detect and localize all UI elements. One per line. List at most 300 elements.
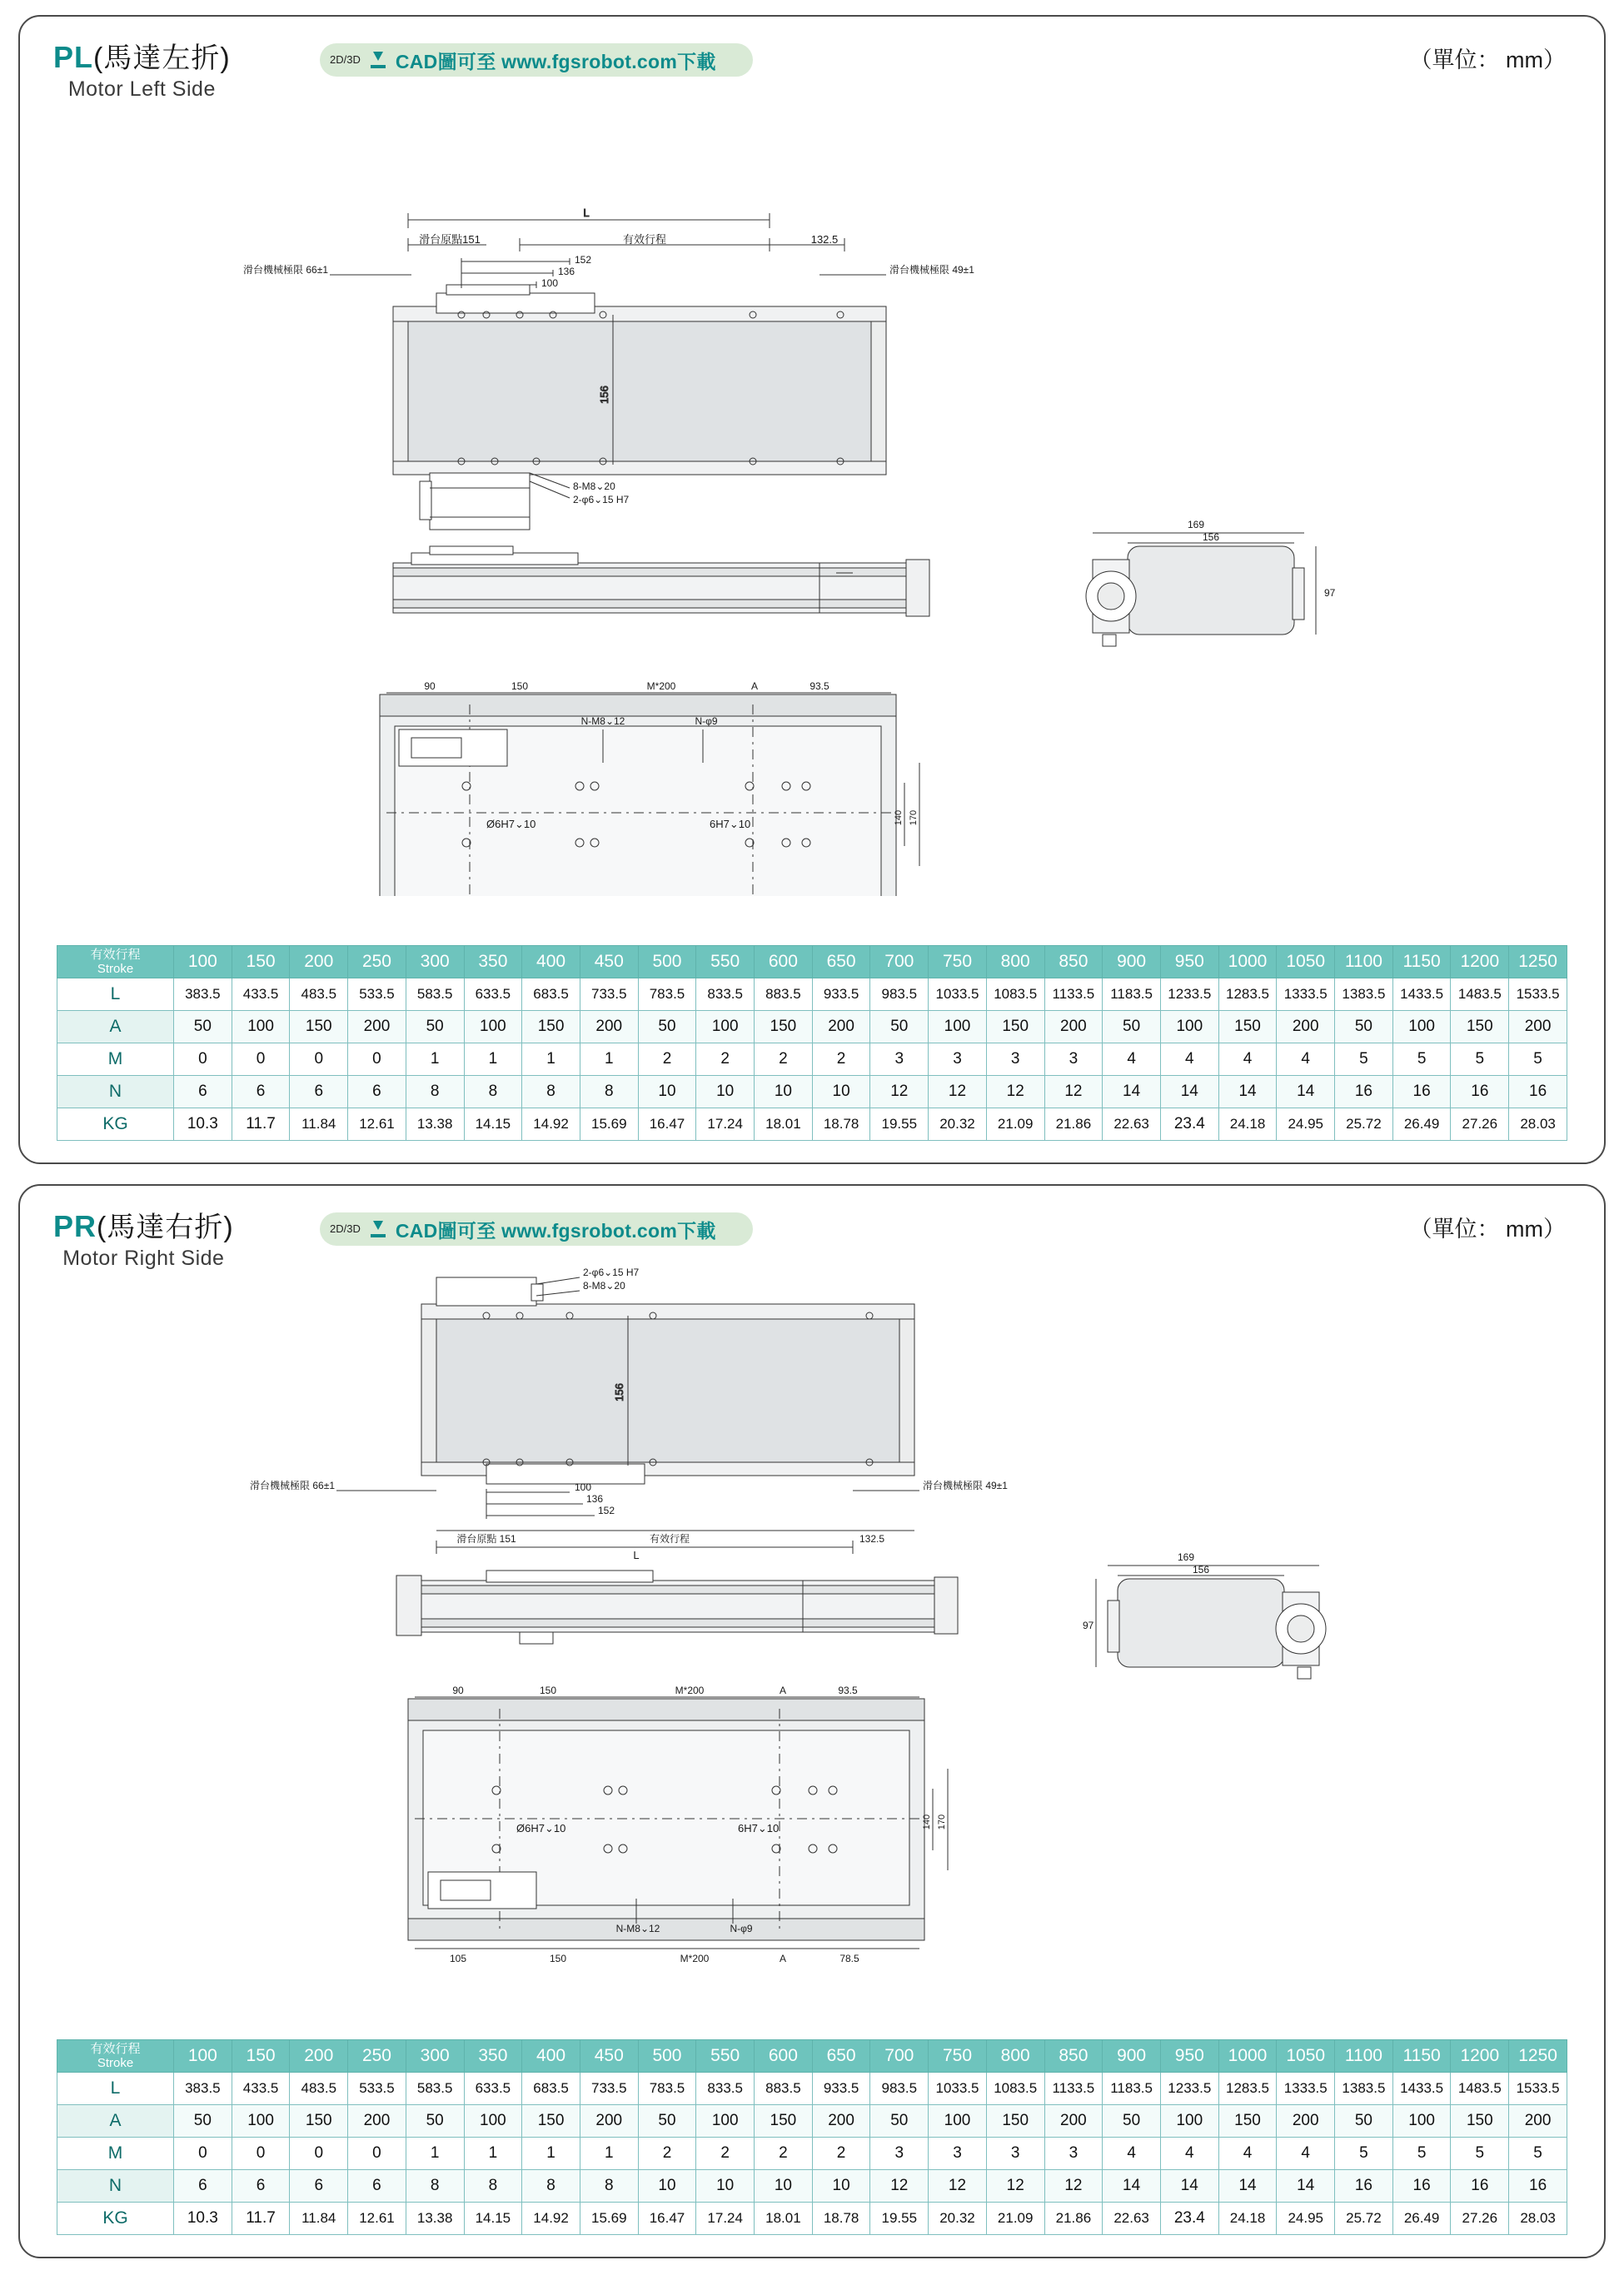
cell-a-200: 150 xyxy=(290,1011,348,1043)
cell-l-1000: 1283.5 xyxy=(1218,2073,1277,2105)
cell-n-550: 10 xyxy=(696,2170,755,2203)
cell-a-400: 150 xyxy=(522,1011,580,1043)
stroke-header-400: 400 xyxy=(522,946,580,978)
cad-2d3d-label-pl: 2D/3D xyxy=(330,53,361,67)
cell-m-850: 3 xyxy=(1044,2138,1103,2170)
cell-kg-200: 11.84 xyxy=(290,1108,348,1141)
cell-a-550: 100 xyxy=(696,2105,755,2138)
cell-a-200: 150 xyxy=(290,2105,348,2138)
cell-kg-1150: 26.49 xyxy=(1392,1108,1451,1141)
cell-l-400: 683.5 xyxy=(522,978,580,1011)
cell-a-900: 50 xyxy=(1103,1011,1161,1043)
cell-m-100: 0 xyxy=(174,1043,232,1076)
cell-m-1200: 5 xyxy=(1451,1043,1509,1076)
cell-m-900: 4 xyxy=(1103,1043,1161,1076)
cell-a-750: 100 xyxy=(929,2105,987,2138)
cell-kg-350: 14.15 xyxy=(464,2203,522,2235)
cell-kg-300: 13.38 xyxy=(406,2203,464,2235)
label-hole8-pr: 8-M8⌄20 xyxy=(583,1280,625,1292)
cell-m-800: 3 xyxy=(986,1043,1044,1076)
cell-kg-600: 18.01 xyxy=(755,1108,813,1141)
unit-note-pl: （單位： mm） xyxy=(1409,47,1566,72)
cell-a-1200: 150 xyxy=(1451,2105,1509,2138)
label-bore1-pr: Ø6H7⌄10 xyxy=(516,1822,566,1834)
cell-n-350: 8 xyxy=(464,1076,522,1108)
download-icon xyxy=(369,1220,387,1238)
cell-l-1050: 1333.5 xyxy=(1277,978,1335,1011)
cell-m-800: 3 xyxy=(986,2138,1044,2170)
cell-kg-500: 16.47 xyxy=(638,2203,696,2235)
svg-text:L: L xyxy=(583,207,590,219)
cell-l-600: 883.5 xyxy=(755,2073,813,2105)
label-bore1-pl: Ø6H7⌄10 xyxy=(486,818,536,830)
cell-n-700: 12 xyxy=(870,1076,929,1108)
label-top93-pl: 93.5 xyxy=(810,680,829,692)
stroke-header-1250: 1250 xyxy=(1509,946,1567,978)
cell-n-750: 12 xyxy=(929,1076,987,1108)
cad-link-text-pl[interactable]: CAD圖可至 www.fgsrobot.com下載 xyxy=(395,50,716,72)
cell-n-800: 12 xyxy=(986,1076,1044,1108)
cell-l-250: 533.5 xyxy=(348,978,406,1011)
cell-l-450: 733.5 xyxy=(580,2073,638,2105)
svg-text:156: 156 xyxy=(598,386,610,404)
cell-kg-450: 15.69 xyxy=(580,1108,638,1141)
svg-text:156: 156 xyxy=(613,1383,625,1401)
stroke-header-650: 650 xyxy=(812,2040,870,2073)
cell-n-500: 10 xyxy=(638,2170,696,2203)
cell-a-1050: 200 xyxy=(1277,1011,1335,1043)
label-hole8-pl: 8-M8⌄20 xyxy=(573,480,615,492)
cell-a-1100: 50 xyxy=(1335,2105,1393,2138)
label-152-pr: 152 xyxy=(598,1505,615,1516)
cell-l-700: 983.5 xyxy=(870,2073,929,2105)
table-row xyxy=(57,1108,1567,1141)
cell-a-450: 200 xyxy=(580,2105,638,2138)
download-icon xyxy=(369,51,387,69)
stroke-header-450: 450 xyxy=(580,2040,638,2073)
cell-kg-1100: 25.72 xyxy=(1335,2203,1393,2235)
label-170-pl: 170 xyxy=(909,809,919,826)
label-botM200-pr: M*200 xyxy=(680,1953,710,1964)
stroke-header-500: 500 xyxy=(638,2040,696,2073)
cell-l-300: 583.5 xyxy=(406,978,464,1011)
table-row xyxy=(57,1011,1567,1043)
cell-a-350: 100 xyxy=(464,1011,522,1043)
section-title-cn-pl xyxy=(53,35,231,76)
cell-a-1000: 150 xyxy=(1218,1011,1277,1043)
label-nm8-pl: N-M8⌄12 xyxy=(580,715,625,727)
cell-kg-700: 19.55 xyxy=(870,2203,929,2235)
cell-n-250: 6 xyxy=(348,1076,406,1108)
table-body-pr xyxy=(57,2073,1567,2235)
cell-a-1150: 100 xyxy=(1392,1011,1451,1043)
cell-kg-900: 22.63 xyxy=(1103,1108,1161,1141)
cell-l-150: 433.5 xyxy=(232,2073,290,2105)
cell-n-300: 8 xyxy=(406,2170,464,2203)
cell-m-850: 3 xyxy=(1044,1043,1103,1076)
cell-n-450: 8 xyxy=(580,1076,638,1108)
table-corner-header xyxy=(57,946,174,978)
cell-kg-1000: 24.18 xyxy=(1218,1108,1277,1141)
stroke-header-1000: 1000 xyxy=(1218,2040,1277,2073)
cell-l-400: 683.5 xyxy=(522,2073,580,2105)
label-140-pl: 140 xyxy=(894,809,904,826)
cell-l-1200: 1483.5 xyxy=(1451,2073,1509,2105)
stroke-header-300: 300 xyxy=(406,946,464,978)
cell-a-1150: 100 xyxy=(1392,2105,1451,2138)
cell-n-850: 12 xyxy=(1044,2170,1103,2203)
stroke-header-950: 950 xyxy=(1160,2040,1218,2073)
cell-l-150: 433.5 xyxy=(232,978,290,1011)
cell-kg-100: 10.3 xyxy=(174,2203,232,2235)
corner-cn: 有效行程 xyxy=(90,947,141,962)
cell-kg-500: 16.47 xyxy=(638,1108,696,1141)
cell-kg-150: 11.7 xyxy=(232,1108,290,1141)
cell-kg-600: 18.01 xyxy=(755,2203,813,2235)
cell-kg-350: 14.15 xyxy=(464,1108,522,1141)
label-botA-pr: A xyxy=(779,1953,787,1964)
table-row xyxy=(57,978,1567,1011)
label-nph9-pr: N-φ9 xyxy=(730,1923,753,1934)
cell-n-350: 8 xyxy=(464,2170,522,2203)
cell-m-700: 3 xyxy=(870,1043,929,1076)
label-136-pr: 136 xyxy=(586,1493,604,1505)
stroke-header-100: 100 xyxy=(174,946,232,978)
label-152-pl: 152 xyxy=(575,254,592,266)
cell-n-400: 8 xyxy=(522,1076,580,1108)
cell-n-1150: 16 xyxy=(1392,1076,1451,1108)
cell-n-1250: 16 xyxy=(1509,2170,1567,2203)
stroke-header-250: 250 xyxy=(348,2040,406,2073)
cad-download-badge-pr[interactable] xyxy=(320,1212,753,1246)
row-label-a: A xyxy=(57,2105,174,2138)
cell-m-1050: 4 xyxy=(1277,1043,1335,1076)
cell-m-400: 1 xyxy=(522,1043,580,1076)
cell-a-650: 200 xyxy=(812,2105,870,2138)
label-topM200-pl: M*200 xyxy=(646,680,676,692)
cell-m-200: 0 xyxy=(290,1043,348,1076)
cell-kg-850: 21.86 xyxy=(1044,2203,1103,2235)
cell-m-650: 2 xyxy=(812,1043,870,1076)
cell-l-900: 1183.5 xyxy=(1103,2073,1161,2105)
cell-a-900: 50 xyxy=(1103,2105,1161,2138)
title-block-pr xyxy=(53,1204,234,1271)
cell-l-200: 483.5 xyxy=(290,2073,348,2105)
cell-a-350: 100 xyxy=(464,2105,522,2138)
cell-a-1000: 150 xyxy=(1218,2105,1277,2138)
label-170-pr: 170 xyxy=(937,1814,947,1830)
cell-m-1200: 5 xyxy=(1451,2138,1509,2170)
section-title-en-pr: Motor Right Side xyxy=(62,1247,225,1270)
cell-m-300: 1 xyxy=(406,2138,464,2170)
stroke-header-350: 350 xyxy=(464,2040,522,2073)
label-top93-pr: 93.5 xyxy=(838,1685,858,1696)
cell-l-1000: 1283.5 xyxy=(1218,978,1277,1011)
cell-l-650: 933.5 xyxy=(812,978,870,1011)
cell-kg-150: 11.7 xyxy=(232,2203,290,2235)
cell-m-700: 3 xyxy=(870,2138,929,2170)
cell-a-950: 100 xyxy=(1160,2105,1218,2138)
cell-a-300: 50 xyxy=(406,2105,464,2138)
cell-n-100: 6 xyxy=(174,2170,232,2203)
cell-l-1100: 1383.5 xyxy=(1335,2073,1393,2105)
drawing-svg-pr xyxy=(20,1266,1606,2015)
cell-m-750: 3 xyxy=(929,1043,987,1076)
cell-n-1000: 14 xyxy=(1218,2170,1277,2203)
cad-link-text-pr[interactable]: CAD圖可至 www.fgsrobot.com下載 xyxy=(395,1219,716,1242)
stroke-header-300: 300 xyxy=(406,2040,464,2073)
cell-m-600: 2 xyxy=(755,2138,813,2170)
cell-m-100: 0 xyxy=(174,2138,232,2170)
cell-a-600: 150 xyxy=(755,2105,813,2138)
cell-l-750: 1033.5 xyxy=(929,2073,987,2105)
cell-m-1150: 5 xyxy=(1392,1043,1451,1076)
cell-m-550: 2 xyxy=(696,1043,755,1076)
cell-kg-250: 12.61 xyxy=(348,2203,406,2235)
cell-n-250: 6 xyxy=(348,2170,406,2203)
stroke-header-950: 950 xyxy=(1160,946,1218,978)
cell-kg-1250: 28.03 xyxy=(1509,2203,1567,2235)
drawing-pl xyxy=(20,97,1604,896)
cell-l-1150: 1433.5 xyxy=(1392,2073,1451,2105)
cell-m-450: 1 xyxy=(580,1043,638,1076)
label-100-pr: 100 xyxy=(575,1481,592,1493)
cell-a-1200: 150 xyxy=(1451,1011,1509,1043)
cell-l-850: 1133.5 xyxy=(1044,978,1103,1011)
row-label-n: N xyxy=(57,2170,174,2203)
cell-m-950: 4 xyxy=(1160,1043,1218,1076)
stroke-header-1050: 1050 xyxy=(1277,2040,1335,2073)
row-label-l: L xyxy=(57,2073,174,2105)
label-169-pl: 169 xyxy=(1187,519,1205,530)
cell-n-1150: 16 xyxy=(1392,2170,1451,2203)
label-top90-pl: 90 xyxy=(424,680,436,692)
cell-l-650: 933.5 xyxy=(812,2073,870,2105)
cell-m-600: 2 xyxy=(755,1043,813,1076)
label-limit-left-pl: 滑台機械極限 66±1 xyxy=(243,264,328,276)
cell-kg-400: 14.92 xyxy=(522,2203,580,2235)
cell-m-150: 0 xyxy=(232,2138,290,2170)
stroke-header-1000: 1000 xyxy=(1218,946,1277,978)
cell-n-1250: 16 xyxy=(1509,1076,1567,1108)
cell-l-1250: 1533.5 xyxy=(1509,978,1567,1011)
cell-l-100: 383.5 xyxy=(174,2073,232,2105)
cell-m-350: 1 xyxy=(464,1043,522,1076)
cell-m-550: 2 xyxy=(696,2138,755,2170)
table-row xyxy=(57,2073,1567,2105)
stroke-header-800: 800 xyxy=(986,946,1044,978)
section-title-suffix-pl: (馬達左折) xyxy=(93,42,231,74)
label-nm8-pr: N-M8⌄12 xyxy=(615,1923,660,1934)
label-origin-pl: 滑台原點151 xyxy=(419,233,481,246)
cell-kg-950: 23.4 xyxy=(1160,2203,1218,2235)
cell-a-250: 200 xyxy=(348,1011,406,1043)
stroke-header-1200: 1200 xyxy=(1451,946,1509,978)
cell-l-500: 783.5 xyxy=(638,978,696,1011)
section-title-en-pl: Motor Left Side xyxy=(67,77,216,101)
cell-m-1150: 5 xyxy=(1392,2138,1451,2170)
row-label-n: N xyxy=(57,1076,174,1108)
stroke-header-400: 400 xyxy=(522,2040,580,2073)
label-limit-right-pr: 滑台機械極限 49±1 xyxy=(923,1480,1008,1491)
section-pr xyxy=(18,1184,1606,2258)
stroke-header-1150: 1150 xyxy=(1392,946,1451,978)
section-title-suffix-pr: (馬達右折) xyxy=(97,1212,234,1243)
stroke-header-900: 900 xyxy=(1103,2040,1161,2073)
table-row xyxy=(57,1076,1567,1108)
table-row xyxy=(57,2203,1567,2235)
label-hole2-pl: 2-φ6⌄15 H7 xyxy=(573,494,630,505)
cell-l-850: 1133.5 xyxy=(1044,2073,1103,2105)
label-169-pr: 169 xyxy=(1177,1551,1195,1563)
stroke-header-900: 900 xyxy=(1103,946,1161,978)
cell-m-1100: 5 xyxy=(1335,2138,1393,2170)
cell-m-750: 3 xyxy=(929,2138,987,2170)
stroke-header-1200: 1200 xyxy=(1451,2040,1509,2073)
row-label-kg: KG xyxy=(57,1108,174,1141)
stroke-header-200: 200 xyxy=(290,2040,348,2073)
cell-n-650: 10 xyxy=(812,1076,870,1108)
cell-a-450: 200 xyxy=(580,1011,638,1043)
cell-kg-800: 21.09 xyxy=(986,1108,1044,1141)
cell-m-1000: 4 xyxy=(1218,1043,1277,1076)
cell-kg-950: 23.4 xyxy=(1160,1108,1218,1141)
corner-en: Stroke xyxy=(97,2056,134,2070)
cell-l-350: 633.5 xyxy=(464,2073,522,2105)
cell-a-950: 100 xyxy=(1160,1011,1218,1043)
label-limit-right-pl: 滑台機械極限 49±1 xyxy=(889,264,974,276)
cell-n-400: 8 xyxy=(522,2170,580,2203)
cell-n-700: 12 xyxy=(870,2170,929,2203)
stroke-header-250: 250 xyxy=(348,946,406,978)
cell-l-1100: 1383.5 xyxy=(1335,978,1393,1011)
cell-kg-550: 17.24 xyxy=(696,1108,755,1141)
label-bot105-pr: 105 xyxy=(449,1953,467,1964)
cell-kg-300: 13.38 xyxy=(406,1108,464,1141)
cell-n-1100: 16 xyxy=(1335,2170,1393,2203)
stroke-header-700: 700 xyxy=(870,946,929,978)
cell-l-350: 633.5 xyxy=(464,978,522,1011)
table-header-row xyxy=(57,2040,1567,2073)
label-topA-pr: A xyxy=(779,1685,787,1696)
stroke-header-800: 800 xyxy=(986,2040,1044,2073)
cell-l-750: 1033.5 xyxy=(929,978,987,1011)
stroke-header-450: 450 xyxy=(580,946,638,978)
label-bot78-pr: 78.5 xyxy=(839,1953,859,1964)
cell-n-1050: 14 xyxy=(1277,2170,1335,2203)
label-97-pl: 97 xyxy=(1324,587,1336,599)
cell-m-1050: 4 xyxy=(1277,2138,1335,2170)
label-end-pr: 132.5 xyxy=(859,1533,885,1545)
cell-n-1100: 16 xyxy=(1335,1076,1393,1108)
cell-n-900: 14 xyxy=(1103,2170,1161,2203)
stroke-header-550: 550 xyxy=(696,946,755,978)
cell-n-450: 8 xyxy=(580,2170,638,2203)
row-label-m: M xyxy=(57,1043,174,1076)
cell-n-750: 12 xyxy=(929,2170,987,2203)
cell-l-900: 1183.5 xyxy=(1103,978,1161,1011)
label-end-pl: 132.5 xyxy=(810,233,839,246)
unit-note-pr: （單位： mm） xyxy=(1409,1217,1566,1242)
section-title-cn-pr xyxy=(53,1204,234,1245)
cell-kg-1150: 26.49 xyxy=(1392,2203,1451,2235)
label-stroke-pl: 有效行程 xyxy=(622,233,667,246)
cell-kg-100: 10.3 xyxy=(174,1108,232,1141)
cell-a-500: 50 xyxy=(638,1011,696,1043)
cell-l-1250: 1533.5 xyxy=(1509,2073,1567,2105)
cell-n-1050: 14 xyxy=(1277,1076,1335,1108)
cell-m-400: 1 xyxy=(522,2138,580,2170)
cell-a-150: 100 xyxy=(232,2105,290,2138)
stroke-header-150: 150 xyxy=(232,946,290,978)
cell-n-150: 6 xyxy=(232,1076,290,1108)
cell-a-800: 150 xyxy=(986,1011,1044,1043)
cad-download-badge-pl[interactable] xyxy=(320,43,753,77)
cell-l-700: 983.5 xyxy=(870,978,929,1011)
cell-kg-1100: 25.72 xyxy=(1335,1108,1393,1141)
label-bore2-pr: 6H7⌄10 xyxy=(738,1822,780,1834)
cell-a-850: 200 xyxy=(1044,2105,1103,2138)
table-corner-header xyxy=(57,2040,174,2073)
cell-kg-1200: 27.26 xyxy=(1451,1108,1509,1141)
cell-m-300: 1 xyxy=(406,1043,464,1076)
cell-kg-550: 17.24 xyxy=(696,2203,755,2235)
cell-a-1250: 200 xyxy=(1509,1011,1567,1043)
label-bot150-pr: 150 xyxy=(549,1953,567,1964)
cell-a-650: 200 xyxy=(812,1011,870,1043)
stroke-header-350: 350 xyxy=(464,946,522,978)
cell-n-600: 10 xyxy=(755,2170,813,2203)
cell-l-300: 583.5 xyxy=(406,2073,464,2105)
cell-kg-200: 11.84 xyxy=(290,2203,348,2235)
cell-l-800: 1083.5 xyxy=(986,978,1044,1011)
label-stroke-pr: 有效行程 xyxy=(649,1533,690,1545)
corner-cn: 有效行程 xyxy=(90,2041,141,2056)
cell-kg-450: 15.69 xyxy=(580,2203,638,2235)
label-156-pr: 156 xyxy=(1192,1564,1210,1576)
label-top150-pr: 150 xyxy=(539,1685,557,1696)
stroke-header-100: 100 xyxy=(174,2040,232,2073)
cell-kg-400: 14.92 xyxy=(522,1108,580,1141)
table-row xyxy=(57,2138,1567,2170)
cell-l-1200: 1483.5 xyxy=(1451,978,1509,1011)
drawing-pr xyxy=(20,1266,1604,2015)
row-label-kg: KG xyxy=(57,2203,174,2235)
row-label-a: A xyxy=(57,1011,174,1043)
stroke-header-1250: 1250 xyxy=(1509,2040,1567,2073)
cell-kg-250: 12.61 xyxy=(348,1108,406,1141)
cell-m-450: 1 xyxy=(580,2138,638,2170)
table-body-pl xyxy=(57,978,1567,1141)
stroke-header-1150: 1150 xyxy=(1392,2040,1451,2073)
cell-m-200: 0 xyxy=(290,2138,348,2170)
section-header-pl xyxy=(20,17,1604,101)
cell-m-900: 4 xyxy=(1103,2138,1161,2170)
cell-m-250: 0 xyxy=(348,1043,406,1076)
label-topM200-pr: M*200 xyxy=(675,1685,705,1696)
cell-m-500: 2 xyxy=(638,1043,696,1076)
cell-kg-850: 21.86 xyxy=(1044,1108,1103,1141)
label-156-pl: 156 xyxy=(1202,531,1220,543)
cell-a-550: 100 xyxy=(696,1011,755,1043)
stroke-header-600: 600 xyxy=(755,2040,813,2073)
label-100-pl: 100 xyxy=(541,277,559,289)
cell-n-300: 8 xyxy=(406,1076,464,1108)
stroke-header-1100: 1100 xyxy=(1335,946,1393,978)
stroke-header-1100: 1100 xyxy=(1335,2040,1393,2073)
stroke-header-150: 150 xyxy=(232,2040,290,2073)
stroke-header-550: 550 xyxy=(696,2040,755,2073)
